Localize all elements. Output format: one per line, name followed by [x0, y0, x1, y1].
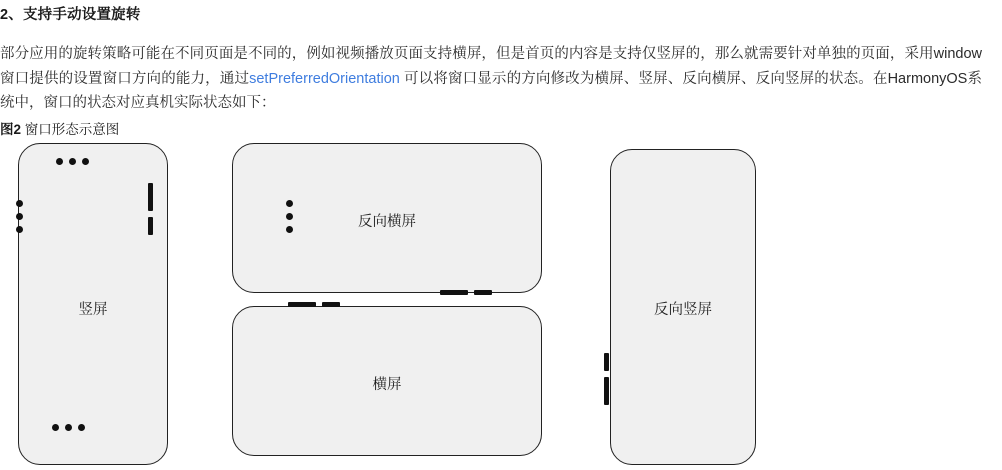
phone-frame-portrait — [18, 143, 168, 465]
dot-icon — [69, 158, 76, 165]
dot-icon — [16, 226, 23, 233]
side-button-icon-portrait-power — [148, 183, 153, 211]
dot-icon — [65, 424, 72, 431]
paragraph-part-2: 可以将窗口显示的方向修改为横屏、竖屏、反向横屏、反向竖屏的状态。在HarmonyOS系统中，窗口的状态对应真机实际状态如下： — [0, 70, 982, 111]
paragraph-part-1: 部分应用的旋转策略可能在不同页面是不同的，例如视频播放页面支持横屏，但是首页的内容是支持仅竖屏的，那么就需要针对单独的页面，采用window窗口提供的设置窗口方向的能力，通过 — [0, 46, 982, 87]
phone-label-landscape: 横屏 — [372, 377, 402, 393]
side-button-icon-reverse-portrait-power — [604, 377, 609, 405]
dot-icon — [286, 200, 293, 207]
dot-icon — [16, 213, 23, 220]
side-button-icon-reverse-portrait-volume — [604, 353, 609, 371]
camera-dots-icon-portrait — [56, 158, 89, 165]
body-paragraph — [0, 42, 982, 116]
phone-label-reverse-landscape: 反向横屏 — [358, 214, 416, 230]
dot-icon — [78, 424, 85, 431]
camera-dots-icon-reverse-portrait — [52, 424, 85, 431]
camera-dots-icon-landscape — [16, 200, 23, 233]
phone-frame-reverse-portrait — [610, 149, 756, 465]
phone-label-portrait: 竖屏 — [78, 302, 108, 318]
dot-icon — [56, 158, 63, 165]
figure-diagram — [0, 138, 1002, 470]
side-button-icon-landscape-volume — [322, 302, 340, 307]
dot-icon — [82, 158, 89, 165]
phone-frame-landscape — [232, 306, 542, 456]
side-button-icon-portrait-volume — [148, 217, 153, 235]
dot-icon — [286, 213, 293, 220]
section-title: 2、支持手动设置旋转 — [0, 7, 141, 23]
figure-caption-text: 窗口形态示意图 — [21, 122, 120, 137]
side-button-icon-reverse-landscape-power — [440, 290, 468, 295]
side-button-icon-reverse-landscape-volume — [474, 290, 492, 295]
figure-caption-label: 图2 — [0, 122, 22, 137]
dot-icon — [52, 424, 59, 431]
side-button-icon-landscape-power — [288, 302, 316, 307]
set-preferred-orientation-link[interactable]: setPreferredOrientation — [249, 70, 400, 87]
dot-icon — [16, 200, 23, 207]
phone-frame-reverse-landscape — [232, 143, 542, 293]
dot-icon — [286, 226, 293, 233]
camera-dots-icon-reverse-landscape — [286, 200, 293, 233]
phone-label-reverse-portrait: 反向竖屏 — [654, 302, 712, 318]
figure-caption — [0, 118, 119, 138]
